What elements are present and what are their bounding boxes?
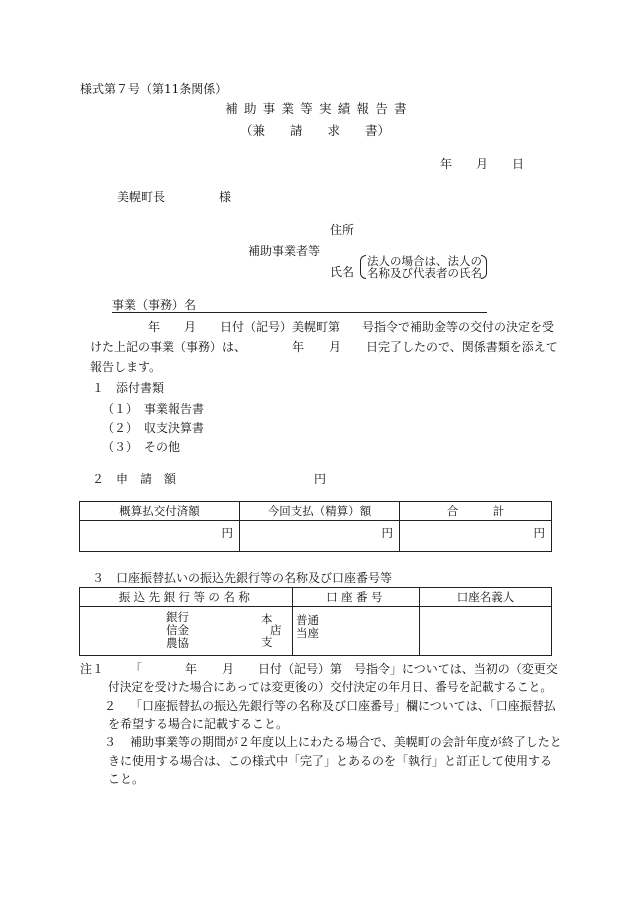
project-underline [112,312,487,313]
body-month-2: 月 [329,340,342,354]
yen-unit: 円 [221,526,233,540]
amount-table [79,501,552,552]
paren-left [360,255,366,279]
note3-prefix: ３ [104,735,117,749]
note1-line2: 付決定を受けた場合にあっては変更後の）交付決定の年月日、番号を記載すること。 [108,680,553,694]
paren-right [481,255,487,279]
header-estimated-paid: 概算払交付済額 [80,502,240,521]
type-bank: 銀行 [166,610,189,624]
form-id: 様式第７号（第11条関係） [80,82,228,96]
date-day: 日 [512,157,525,171]
account-number-cell[interactable] [293,607,420,656]
document-title: 補助事業等実績報告書 [225,101,413,116]
note3-line3: こと。 [108,772,145,786]
body-line2-d: 日完了したので、関係書類を添えて [366,340,558,354]
note1-month: 月 [222,662,235,676]
current-payment-cell[interactable] [240,521,400,552]
account-type-futsu: 普通 [296,613,319,627]
addressee-honorific: 様 [219,190,232,204]
account-holder-cell[interactable] [420,607,552,656]
name-note-line2: 名称及び代表者の氏名 [367,266,482,280]
yen-unit: 円 [533,526,545,540]
bank-heading: ３ 口座振替払いの振込先銀行等の名称及び口座番号等 [92,571,393,585]
body-month-1: 月 [184,320,197,334]
attachment-item: （１） 事業報告書 [102,402,205,416]
note2-line2: を希望する場合に記載すること。 [108,717,289,731]
document-subtitle: （兼 請 求 書） [239,123,390,138]
note3-line2: きに使用する場合は、この様式中「完了」とあるのを「執行」と訂正して使用する [108,754,553,768]
branch-shi: 支 [261,635,273,649]
date-year: 年 [440,157,453,171]
note3-line1: 補助事業等の期間が２年度以上にわたる場合で、美幌町の会計年度が終了したと [130,735,562,749]
bank-name-cell[interactable] [80,607,293,656]
type-shinkin: 信金 [166,623,189,637]
header-bank-name: 振込先銀行等の名称 [80,588,293,607]
request-label: ２ 申 請 額 [92,472,177,486]
body-line1-c: 日付（記号）美幌町第 [220,320,341,334]
note1-year: 年 [185,662,198,676]
branch-ten: 店 [270,623,282,637]
note1-line1-rest: 日付（記号）第 号指令」については、当初の（変更交 [258,662,558,676]
applicant-role-label: 補助事業者等 [248,244,321,258]
header-account-holder: 口座名義人 [420,588,552,607]
date-month: 月 [476,157,489,171]
attachment-item: （２） 収支決算書 [102,421,205,435]
body-line3: 報告します。 [90,360,162,374]
addressee-name: 美幌町長 [117,190,166,204]
body-year-1: 年 [148,320,161,334]
body-line1-d: 号指令で補助金等の交付の決定を受 [362,320,555,334]
project-label: 事業（事務）名 [112,298,197,312]
body-year-2: 年 [292,340,305,354]
bank-table [79,587,552,656]
address-label: 住所 [330,223,355,237]
total-cell[interactable] [400,521,552,552]
note2-line1: 「口座振替払の振込先銀行等の名称及び口座番号」欄については、「口座振替払 [130,699,556,713]
body-line2-a: けた上記の事業（事務）は、 [90,340,247,354]
branch-hon: 本 [261,612,273,626]
header-current-payment: 今回支払（精算）額 [240,502,400,521]
header-account-number: 口座番号 [293,588,420,607]
header-total: 合 計 [400,502,552,521]
name-label: 氏名 [330,265,355,279]
account-type-toza: 当座 [296,626,319,640]
note1-bracket: 「 [130,662,143,676]
attachments-heading: １ 添付書類 [92,381,165,395]
request-unit: 円 [314,472,327,486]
note1-prefix: 注１ [80,662,105,676]
type-nokyo: 農協 [166,636,189,650]
name-note-line1: 法人の場合は、法人の [367,254,482,268]
note2-prefix: ２ [104,699,117,713]
yen-unit: 円 [381,526,393,540]
attachment-item: （３） その他 [102,440,181,454]
estimated-paid-cell[interactable] [80,521,240,552]
